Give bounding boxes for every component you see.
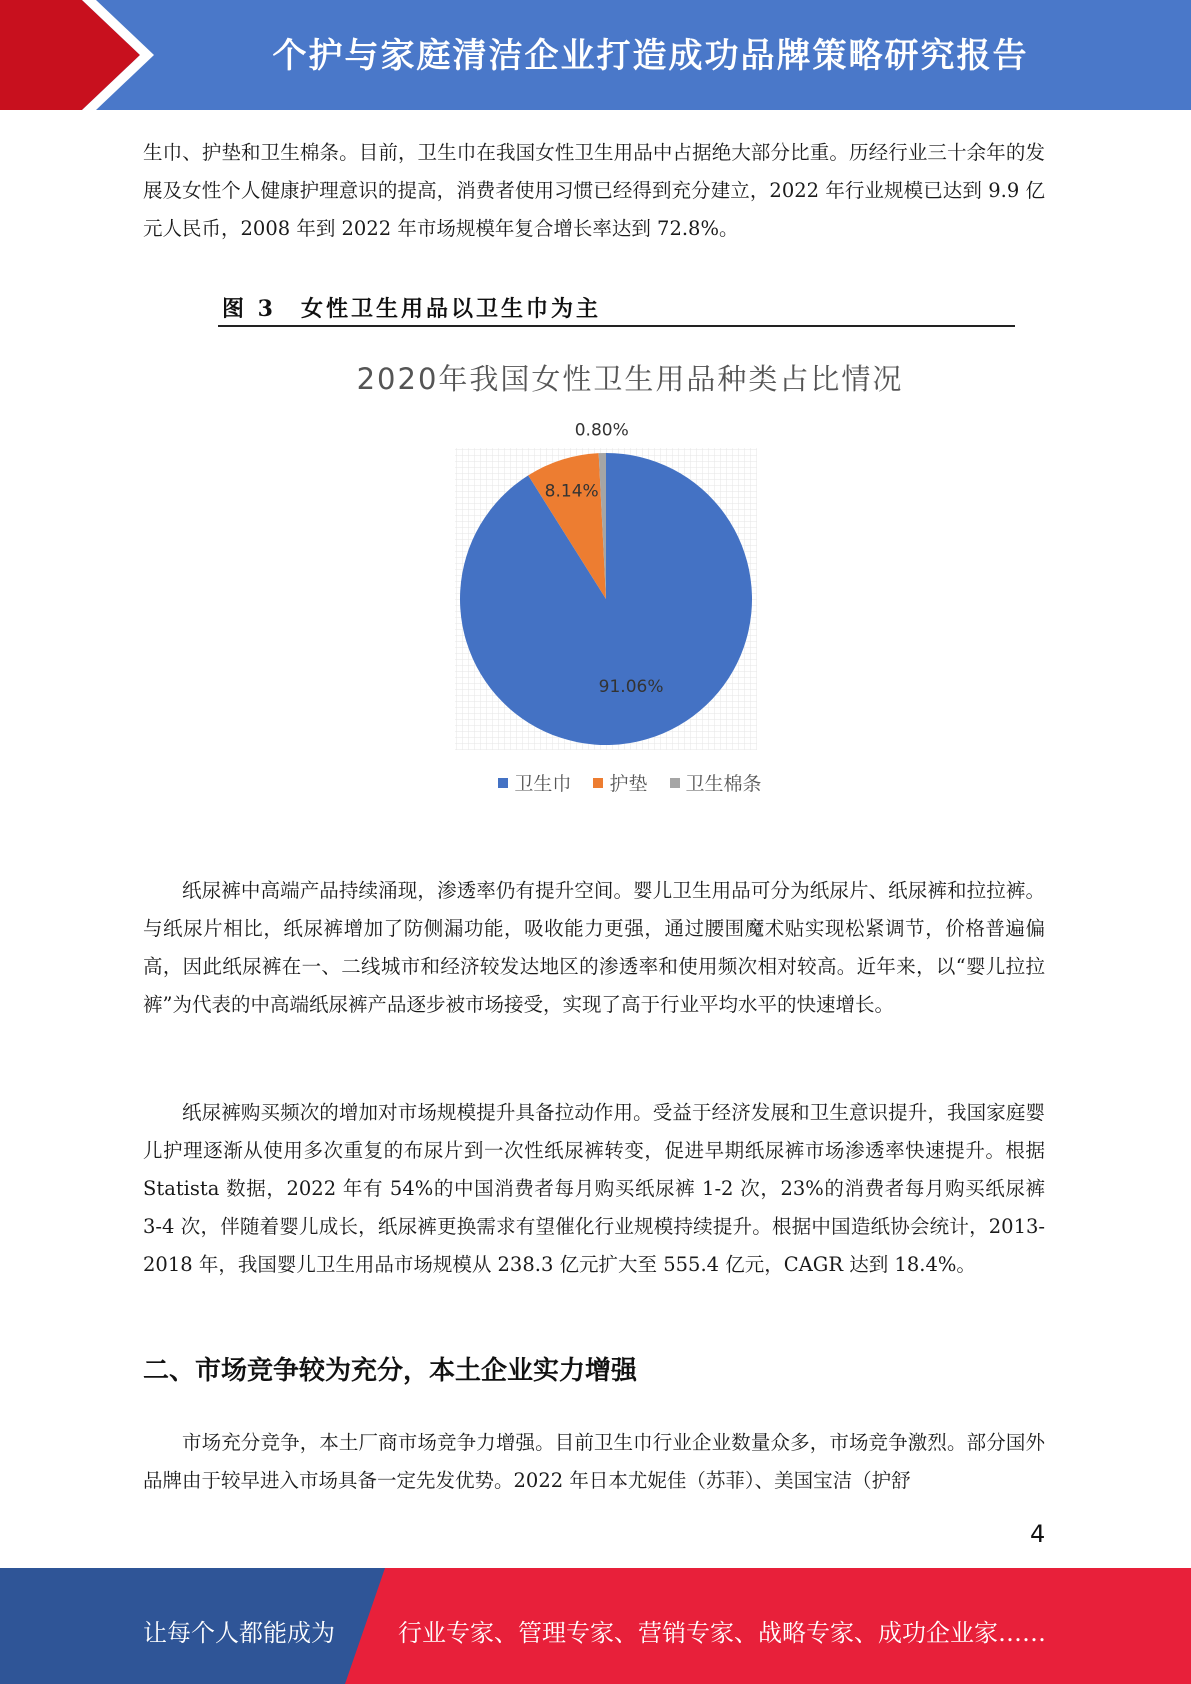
legend-item-sanitary-napkin (498, 769, 571, 796)
paragraph-competition: 市场充分竞争，本土厂商市场竞争力增强。目前卫生巾行业企业数量众多，市场竞争激烈。部分国外品牌由于较早进入市场具备一定先发优势。2022 年日本尤妮佳（苏菲）、美国宝洁（护舒 (143, 1431, 1045, 1492)
legend-swatch-sanitary-napkin (498, 778, 508, 788)
chart-legend (180, 769, 1080, 796)
pie-chart-svg (180, 395, 1080, 815)
pie-label-sanitary-napkin: 91.06% (598, 676, 664, 697)
figure-caption: 图 3 女性卫生用品以卫生巾为主 (222, 296, 601, 322)
page-header (0, 0, 1191, 110)
paragraph-diaper-premium: 纸尿裤中高端产品持续涌现，渗透率仍有提升空间。婴儿卫生用品可分为纸尿片、纸尿裤和拉拉裤。与纸尿片相比，纸尿裤增加了防侧漏功能，吸收能力更强，通过腰围魔术贴实现松紧调节，价格普遍偏高，因此纸尿裤在一、二线城市和经济较发达地区的渗透率和使用频次相对较高。近年来，以“婴儿拉拉裤”为代表的中高端纸尿裤产品逐步被市场接受，实现了高于行业平均水平的快速增长。 (143, 879, 1045, 1016)
legend-label: 卫生巾 (514, 773, 572, 795)
paragraph-intro: 生巾、护垫和卫生棉条。目前，卫生巾在我国女性卫生用品中占据绝大部分比重。历经行业三十余年的发展及女性个人健康护理意识的提高，消费者使用习惯已经得到充分建立，2022 年行业规模已达到 9.9 亿元人民币，2008 年到 2022 年市场规模年复合增长率达到 72.8%。 (143, 141, 1045, 240)
pie-label-panty-liner: 8.14% (544, 481, 599, 502)
section-heading: 二、市场竞争较为充分，本土企业实力增强 (143, 1356, 638, 1386)
pie-label-tampon: 0.80% (574, 420, 629, 441)
header-chevron-decoration (0, 0, 160, 110)
legend-item-tampon (670, 769, 762, 796)
page-number: 4 (1030, 1520, 1046, 1548)
figure-rule (218, 325, 1015, 327)
footer-slogan-left: 让每个人都能成为 (143, 1619, 335, 1647)
page-footer (0, 1568, 1191, 1684)
report-title: 个护与家庭清洁企业打造成功品牌策略研究报告 (272, 36, 1029, 76)
paragraph-diaper-frequency: 纸尿裤购买频次的增加对市场规模提升具备拉动作用。受益于经济发展和卫生意识提升，我国家庭婴儿护理逐渐从使用多次重复的布尿片到一次性纸尿裤转变，促进早期纸尿裤市场渗透率快速提升。根据 Statista 数据，2022 年有 54%的中国消费者每月购买纸尿裤 1-2 次，23%的消费者每月购买纸尿裤 3-4 次，伴随着婴儿成长，纸尿裤更换需求有望催化行业规模持续提升。根据中国造纸协会统计，2013-2018 年，我国婴儿卫生用品市场规模从 238.3 亿元扩大至 555.4 亿元，CAGR 达到 18.4%。 (143, 1101, 1045, 1276)
legend-item-panty-liner (593, 769, 647, 796)
footer-slogan-right: 行业专家、管理专家、营销专家、战略专家、成功企业家…… (398, 1619, 1046, 1647)
legend-label: 护垫 (609, 773, 648, 795)
legend-swatch-panty-liner (593, 778, 603, 788)
legend-swatch-tampon (670, 778, 680, 788)
chart-title: 2020年我国女性卫生用品种类占比情况 (356, 362, 904, 396)
pie-chart (180, 335, 1080, 815)
legend-label: 卫生棉条 (685, 773, 762, 795)
